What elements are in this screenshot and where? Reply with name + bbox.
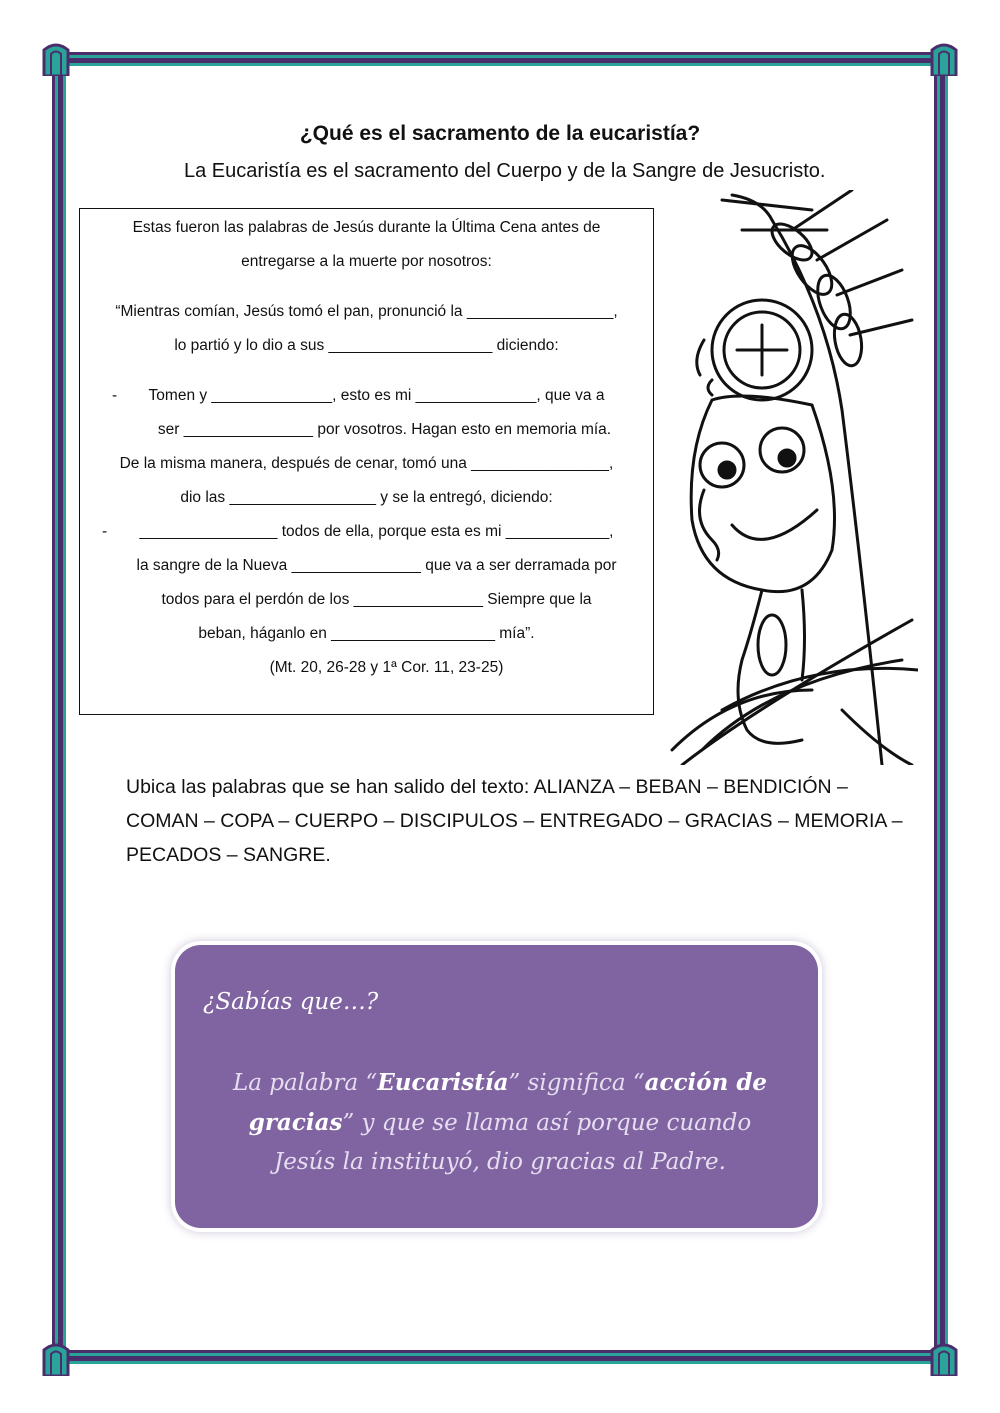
frame-left-border — [52, 52, 66, 1362]
gospel-line: lo partió y lo dio a sus ___________________ diciendo: — [174, 337, 559, 354]
gospel-citation: (Mt. 20, 26-28 y 1ª Cor. 11, 23-25) — [269, 659, 504, 676]
frame-corner-icon — [930, 40, 958, 76]
gospel-line: De la misma manera, después de cenar, tomó una ________________, — [119, 455, 614, 472]
note-text: ” y que se llama así porque cuando Jesús la instituyó, dio gracias al Padre. — [274, 1110, 752, 1175]
gospel-line: dio las _________________ y se la entregó, diciendo: — [180, 489, 553, 506]
did-you-know-title: ¿Sabías que…? — [203, 989, 379, 1015]
gospel-line: ser _______________ por vosotros. Hagan esto en memoria mía. — [157, 421, 612, 438]
frame-corner-icon — [930, 1340, 958, 1376]
page-subtitle: La Eucaristía es el sacramento del Cuerpo y de la Sangre de Jesucristo. — [184, 160, 826, 182]
page-title: ¿Qué es el sacramento de la eucaristía? — [299, 122, 701, 145]
frame-corner-icon — [42, 1340, 70, 1376]
frame-corner-icon — [42, 40, 70, 76]
gospel-line: Tomen y ______________, esto es mi ______________, que va a — [148, 387, 605, 404]
instructions-paragraph — [126, 770, 926, 872]
gospel-intro-line: entregarse a la muerte por nosotros: — [241, 253, 492, 270]
note-text: ” significa “ — [508, 1070, 645, 1096]
did-you-know-body — [215, 1063, 785, 1182]
gospel-line: ________________ todos de ella, porque esta es mi ____________, — [139, 523, 614, 540]
frame-bottom-border — [52, 1350, 948, 1364]
gospel-text-box — [79, 208, 654, 715]
note-text: La palabra “ — [232, 1070, 378, 1096]
gospel-intro-line: Estas fueron las palabras de Jesús durante la Última Cena antes de — [132, 219, 601, 236]
frame-right-border — [934, 52, 948, 1362]
did-you-know-box — [175, 945, 818, 1228]
gospel-line: todos para el perdón de los _______________ Siempre que la — [161, 591, 592, 608]
instructions-line: PECADOS – SANGRE. — [126, 844, 331, 866]
bullet-dash: - — [102, 523, 108, 540]
bullet-dash: - — [112, 387, 118, 404]
instructions-line: Ubica las palabras que se han salido del texto: ALIANZA – BEBAN – BENDICIÓN – — [126, 776, 848, 798]
frame-top-border — [52, 52, 948, 66]
note-highlight: acción de gracias — [248, 1069, 768, 1136]
note-highlight: Eucaristía — [377, 1069, 509, 1096]
instructions-line: COMAN – COPA – CUERPO – DISCIPULOS – ENTREGADO – GRACIAS – MEMORIA – — [126, 810, 903, 832]
chalice-host-wheat-illustration — [612, 190, 918, 765]
gospel-line: beban, háganlo en ___________________ mía”. — [198, 625, 535, 642]
gospel-line: la sangre de la Nueva _______________ que va a ser derramada por — [136, 557, 617, 574]
gospel-line: “Mientras comían, Jesús tomó el pan, pronunció la _________________, — [115, 303, 618, 320]
